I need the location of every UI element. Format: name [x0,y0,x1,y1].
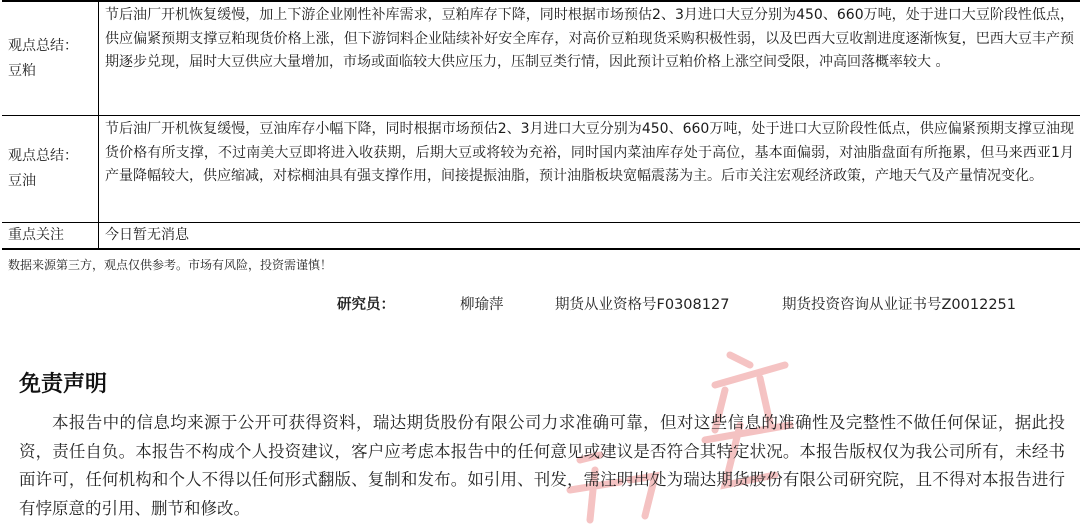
disclaimer-body [19,409,1065,523]
row-content-soyoil: 节后油厂开机恢复缓慢，豆油库存小幅下降，同时根据市场预估2、3月进口大豆分别为450、660万吨，处于进口大豆阶段性低点，供应偏紧预期支撑豆油现货价格有所支撑，不过南美大豆即将进入收获期，后期大豆或将较为充裕，同时国内菜油库存处于高位，基本面偏弱，对油脂盘面有所拖累，但马来西亚1月产量降幅较大，供应缩减，对棕榈油具有强支撑作用，间接提振油脂，预计油脂板块宽幅震荡为主。后市关注宏观经济政策，产地天气及产量情况变化。 [105,121,1074,185]
table-row-soyoil [2,116,1080,223]
table-row-soymeal [2,2,1080,116]
disclaimer-paragraph: 本报告中的信息均来源于公开可获得资料，瑞达期货股份有限公司力求准确可靠，但对这些信息的准确性及完整性不做任何保证，据此投资，责任自负。本报告不构成个人投资建议，客户应考虑本报告中的任何意见或建议是否符合其特定状况。本报告版权仅为我公司所有，未经书面许可，任何机构和个人不得以任何形式翻版、复制和发布。如引用、刊发，需注明出处为瑞达期货股份有限公司研究院，且不得对本报告进行有悖原意的引用、删节和修改。 [19,413,1065,518]
row-label-line2: 豆油 [8,173,36,189]
table-row-focus [2,223,1080,248]
consulting-qualification: 期货投资咨询从业证书号Z0012251 [782,297,1017,313]
row-label-line1: 观点总结： [8,37,78,54]
source-note: 数据来源第三方，观点仅供参考。市场有风险，投资需谨慎！ [8,258,333,272]
researcher-label: 研究员： [337,297,395,313]
row-label-focus: 重点关注 [2,223,99,248]
market-view-table [2,0,1080,250]
row-label-line2: 豆粕 [8,62,36,79]
row-content-focus: 今日暂无消息 [105,227,189,243]
row-label-soyoil [2,116,99,222]
disclaimer-title: 免责声明 [19,372,108,397]
row-label-soymeal [2,2,99,115]
researcher-name: 柳瑜萍 [460,297,504,313]
row-content-soymeal: 节后油厂开机恢复缓慢，加上下游企业刚性补库需求，豆粕库存下降，同时根据市场预估2、3月进口大豆分别为450、660万吨，处于进口大豆阶段性低点，供应偏紧预期支撑豆粕现货价格上涨，但下游饲料企业陆续补好安全库存，对高价豆粕现货采购积极性弱，以及巴西大豆收割进度逐渐恢复，巴西大豆丰产预期逐步兑现，届时大豆供应大量增加，市场或面临较大供应压力，压制豆类行情，因此预计豆粕价格上涨空间受限，冲高回落概率较大 。 [105,7,1074,71]
futures-qualification: 期货从业资格号F0308127 [555,297,730,313]
researcher-line [0,293,1086,315]
row-label-line1: 观点总结： [8,148,78,164]
